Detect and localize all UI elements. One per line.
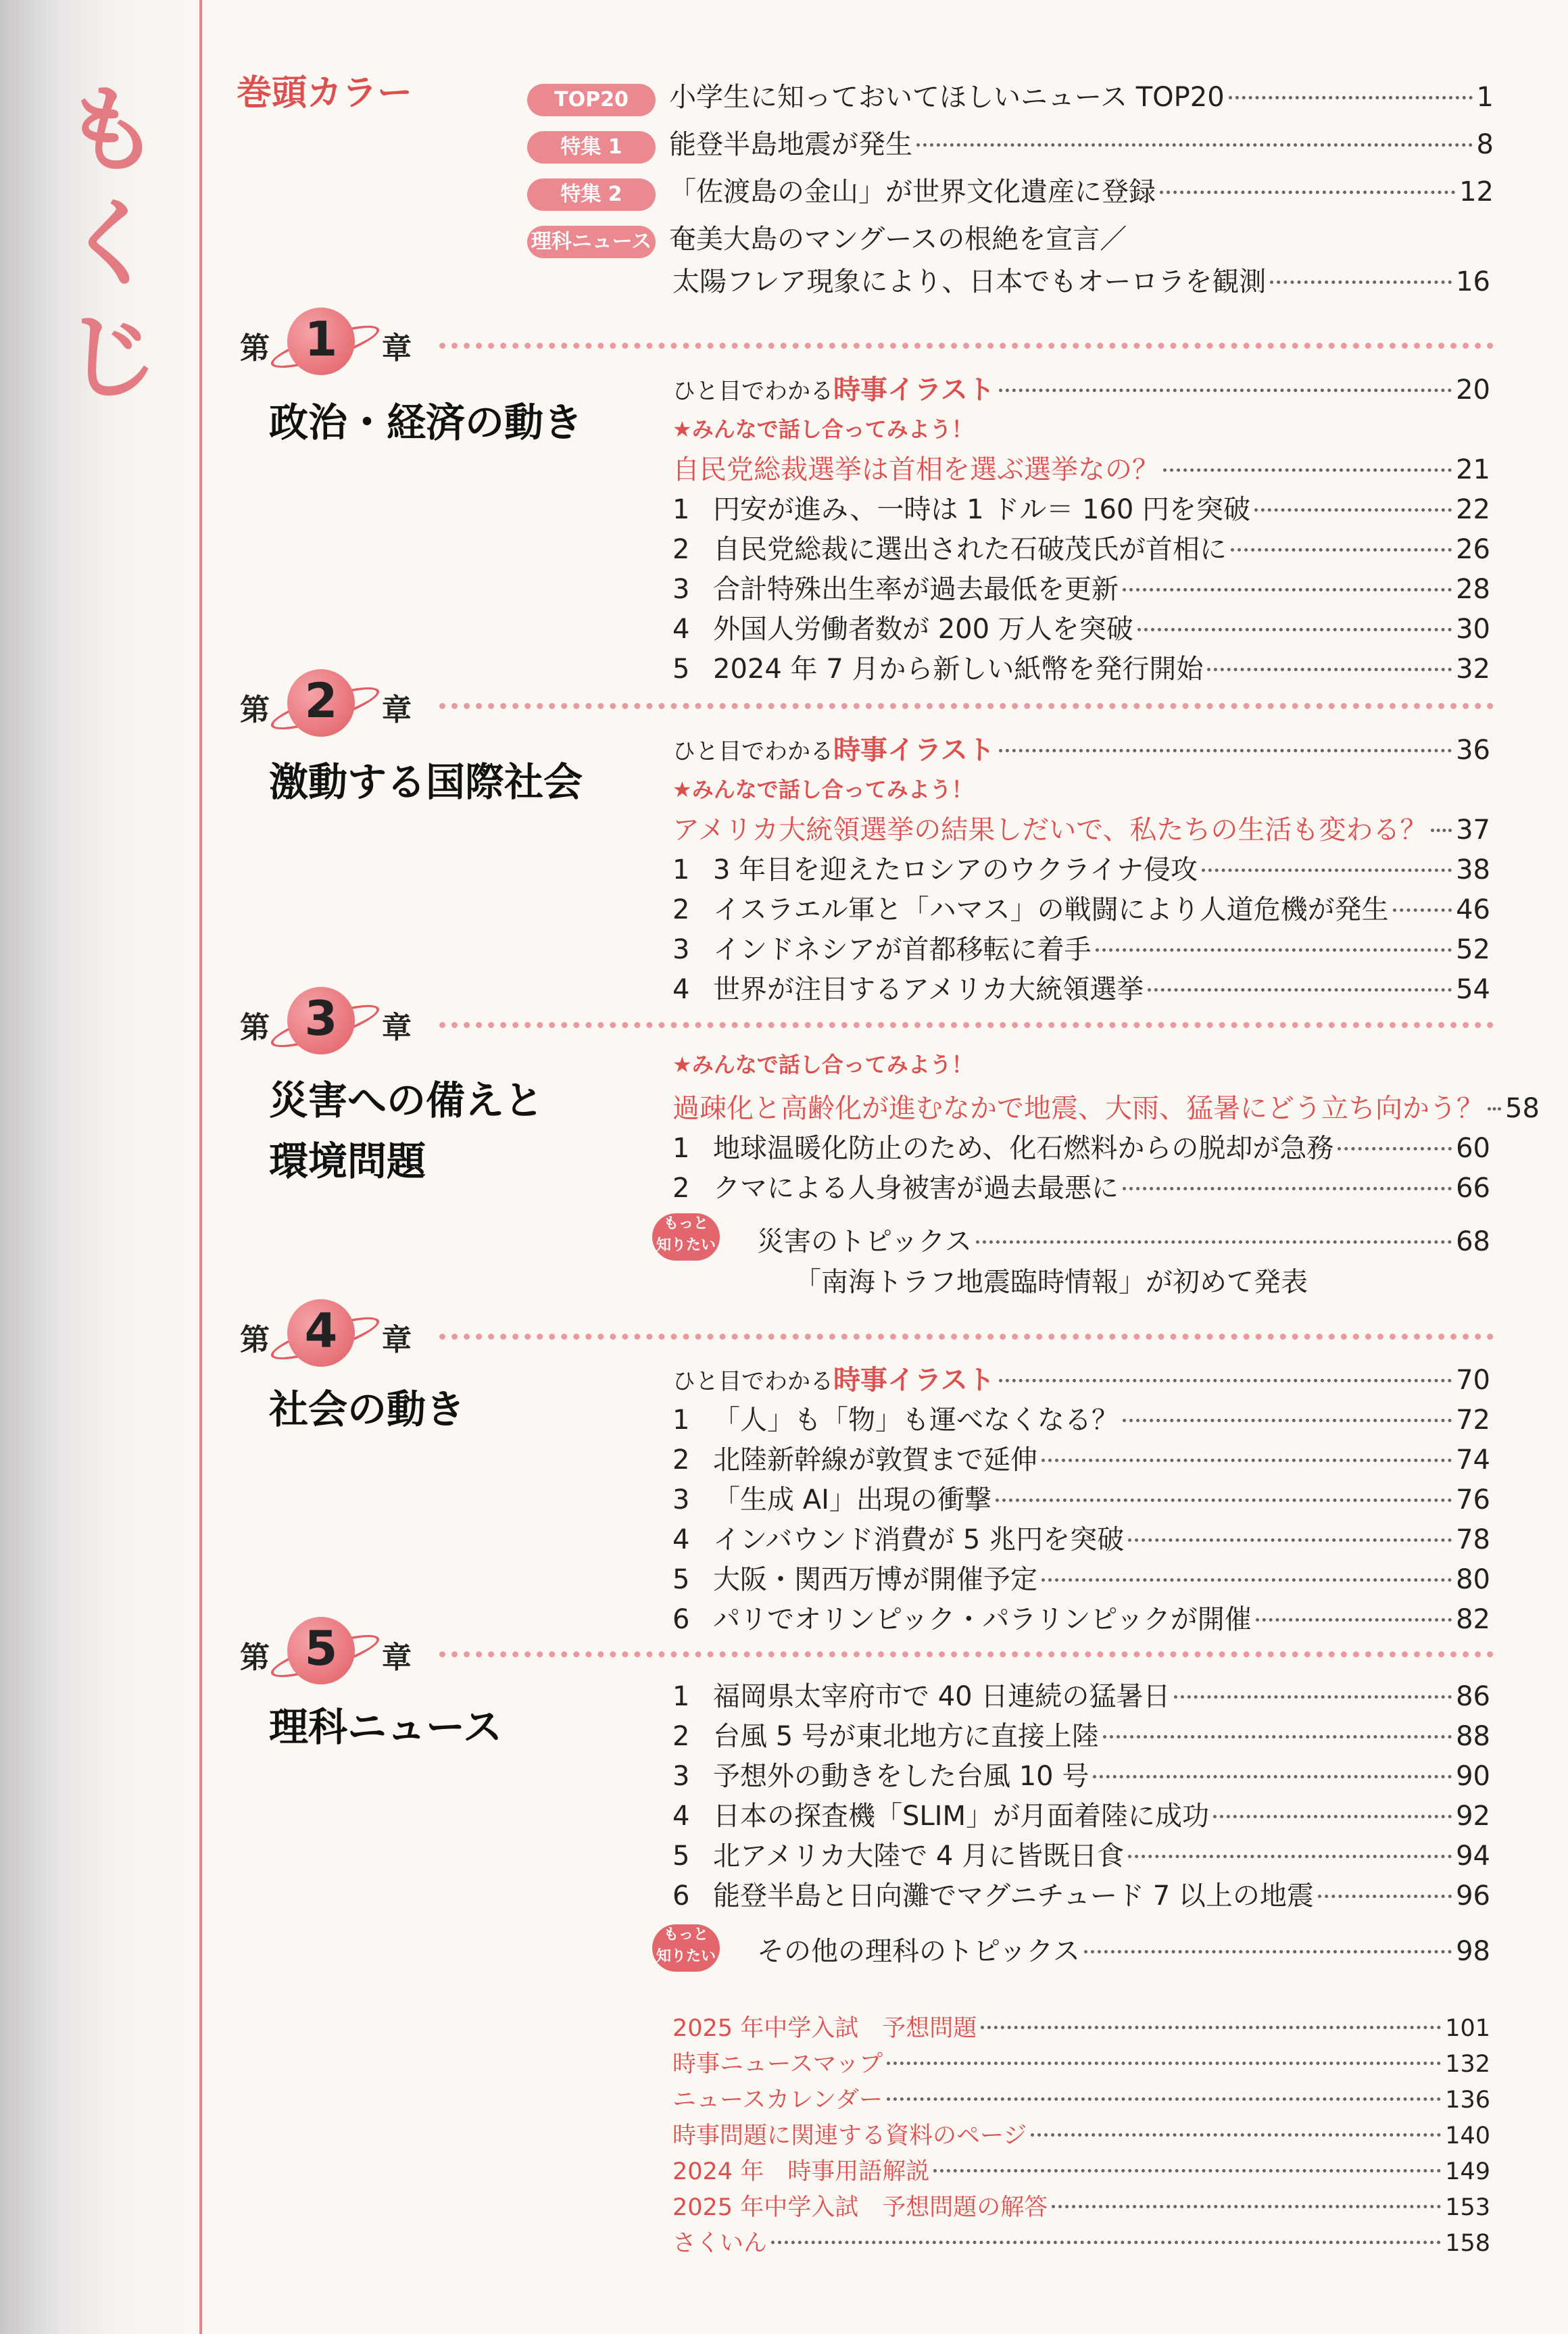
topic-subtitle: 「南海トラフ地震臨時情報」が初めて発表 bbox=[794, 1267, 1308, 1298]
toc-entry[interactable]: 2 北陸新幹線が敦賀まで延伸 74 bbox=[672, 1444, 1490, 1476]
chapter-divider bbox=[439, 343, 1494, 349]
back-entry[interactable]: さくいん 158 bbox=[672, 2230, 1490, 2257]
toc-entry[interactable]: 特集 1 能登半島地震が発生 8 bbox=[527, 123, 1494, 164]
back-entry[interactable]: 時事問題に関連する資料のページ 140 bbox=[672, 2122, 1490, 2149]
toc-entry[interactable]: 1 3 年目を迎えたロシアのウクライナ侵攻 38 bbox=[672, 854, 1490, 885]
chapter-divider bbox=[439, 1022, 1494, 1028]
back-entry[interactable]: 時事ニュースマップ 132 bbox=[672, 2051, 1490, 2078]
toc-entry[interactable]: 6 パリでオリンピック・パラリンピックが開催 82 bbox=[672, 1604, 1490, 1635]
tag-badge: 特集 2 bbox=[527, 178, 656, 211]
illust-entry[interactable]: ひと目でわかる 時事イラスト 70 bbox=[672, 1365, 1490, 1396]
back-entry[interactable]: ニュースカレンダー 136 bbox=[672, 2087, 1490, 2114]
chapter-5-title: 理科ニュース bbox=[269, 1704, 503, 1750]
motto-shiritai-badge: もっと 知りたい bbox=[652, 1924, 720, 1972]
discuss-label: ★みんなで話し合ってみよう！ bbox=[672, 777, 973, 802]
toc-entry[interactable]: 1 円安が進み、一時は 1 ドル＝ 160 円を突破 22 bbox=[672, 494, 1490, 525]
toc-entry[interactable]: 1 「人」も「物」も運べなくなる？ 72 bbox=[672, 1405, 1490, 1436]
discuss-label: ★みんなで話し合ってみよう！ bbox=[672, 1052, 973, 1077]
toc-entry[interactable]: 5 2024 年 7 月から新しい紙幣を発行開始 32 bbox=[672, 654, 1490, 685]
discuss-entry[interactable]: アメリカ大統領選挙の結果しだいで、私たちの生活も変わる？ 37 bbox=[672, 815, 1490, 846]
tag-badge: TOP20 bbox=[527, 84, 656, 116]
toc-entry[interactable]: 5 北アメリカ大陸で 4 月に皆既日食 94 bbox=[672, 1841, 1490, 1872]
illust-entry[interactable]: ひと目でわかる 時事イラスト 36 bbox=[672, 735, 1490, 766]
back-entry[interactable]: 2025 年中学入試 予想問題 101 bbox=[672, 2015, 1490, 2042]
toc-entry[interactable]: 4 インバウンド消費が 5 兆円を突破 78 bbox=[672, 1524, 1490, 1555]
illust-entry[interactable]: ひと目でわかる 時事イラスト 20 bbox=[672, 374, 1490, 406]
discuss-entry[interactable]: 自民党総裁選挙は首相を選ぶ選挙なの？ 21 bbox=[672, 454, 1490, 485]
tag-badge: 特集 1 bbox=[527, 131, 656, 164]
toc-entry[interactable]: 3 予想外の動きをした台風 10 号 90 bbox=[672, 1761, 1490, 1792]
back-entry[interactable]: 2024 年 時事用語解説 149 bbox=[672, 2158, 1490, 2185]
toc-entry[interactable]: 1 福岡県太宰府市で 40 日連続の猛暑日 86 bbox=[672, 1681, 1490, 1712]
chapter-3-title-line2: 環境問題 bbox=[269, 1138, 426, 1184]
topic-entry[interactable]: その他の理科のトピックス 98 bbox=[757, 1936, 1490, 1967]
toc-entry[interactable]: 3 合計特殊出生率が過去最低を更新 28 bbox=[672, 574, 1490, 605]
toc-entry[interactable]: 3 インドネシアが首都移転に着手 52 bbox=[672, 934, 1490, 965]
toc-entry[interactable]: 2 台風 5 号が東北地方に直接上陸 88 bbox=[672, 1721, 1490, 1752]
chapter-divider bbox=[439, 703, 1494, 709]
motto-shiritai-badge: もっと 知りたい bbox=[652, 1213, 720, 1261]
toc-entry[interactable]: 6 能登半島と日向灘でマグニチュード 7 以上の地震 96 bbox=[672, 1880, 1490, 1912]
side-title: も く じ bbox=[64, 76, 159, 413]
toc-entry[interactable]: 特集 2 「佐渡島の金山」が世界文化遺産に登録 12 bbox=[527, 170, 1494, 211]
margin-line bbox=[199, 0, 202, 2334]
back-entry[interactable]: 2025 年中学入試 予想問題の解答 153 bbox=[672, 2194, 1490, 2221]
toc-entry[interactable]: 1 地球温暖化防止のため、化石燃料からの脱却が急務 60 bbox=[672, 1133, 1490, 1164]
discuss-entry[interactable]: 過疎化と高齢化が進むなかで地震、大雨、猛暑にどう立ち向かう？ 58 bbox=[672, 1093, 1540, 1124]
toc-entry[interactable]: 理科ニュース 奄美大島のマングースの根絶を宣言／ bbox=[527, 218, 1494, 258]
chapter-1-title: 政治・経済の動き bbox=[269, 399, 583, 445]
toc-entry[interactable]: TOP20 小学生に知っておいてほしいニュース TOP20 1 bbox=[527, 76, 1494, 116]
chapter-divider bbox=[439, 1651, 1494, 1657]
chapter-2-title: 激動する国際社会 bbox=[269, 759, 583, 805]
toc-entry[interactable]: 3 「生成 AI」出現の衝撃 76 bbox=[672, 1484, 1490, 1515]
tag-badge: 理科ニュース bbox=[527, 226, 656, 258]
topic-entry[interactable]: 災害のトピックス 68 bbox=[757, 1226, 1490, 1257]
toc-entry[interactable]: 4 日本の探査機「SLIM」が月面着陸に成功 92 bbox=[672, 1801, 1490, 1832]
toc-entry[interactable]: 2 クマによる人身被害が過去最悪に 66 bbox=[672, 1173, 1490, 1204]
toc-entry[interactable]: 2 イスラエル軍と「ハマス」の戦闘により人道危機が発生 46 bbox=[672, 894, 1490, 925]
chapter-3-title: 災害への備えと bbox=[269, 1077, 544, 1123]
kantou-title: 巻頭カラー bbox=[237, 73, 413, 114]
chapter-divider bbox=[439, 1334, 1494, 1340]
toc-entry[interactable]: 4 世界が注目するアメリカ大統領選挙 54 bbox=[672, 974, 1490, 1005]
toc-entry[interactable]: 4 外国人労働者数が 200 万人を突破 30 bbox=[672, 614, 1490, 645]
toc-entry-cont[interactable]: 太陽フレア現象により、日本でもオーロラを観測 16 bbox=[672, 266, 1490, 297]
toc-entry[interactable]: 5 大阪・関西万博が開催予定 80 bbox=[672, 1564, 1490, 1595]
chapter-4-title: 社会の動き bbox=[269, 1386, 466, 1432]
toc-entry[interactable]: 2 自民党総裁に選出された石破茂氏が首相に 26 bbox=[672, 534, 1490, 565]
discuss-label: ★みんなで話し合ってみよう！ bbox=[672, 416, 973, 442]
